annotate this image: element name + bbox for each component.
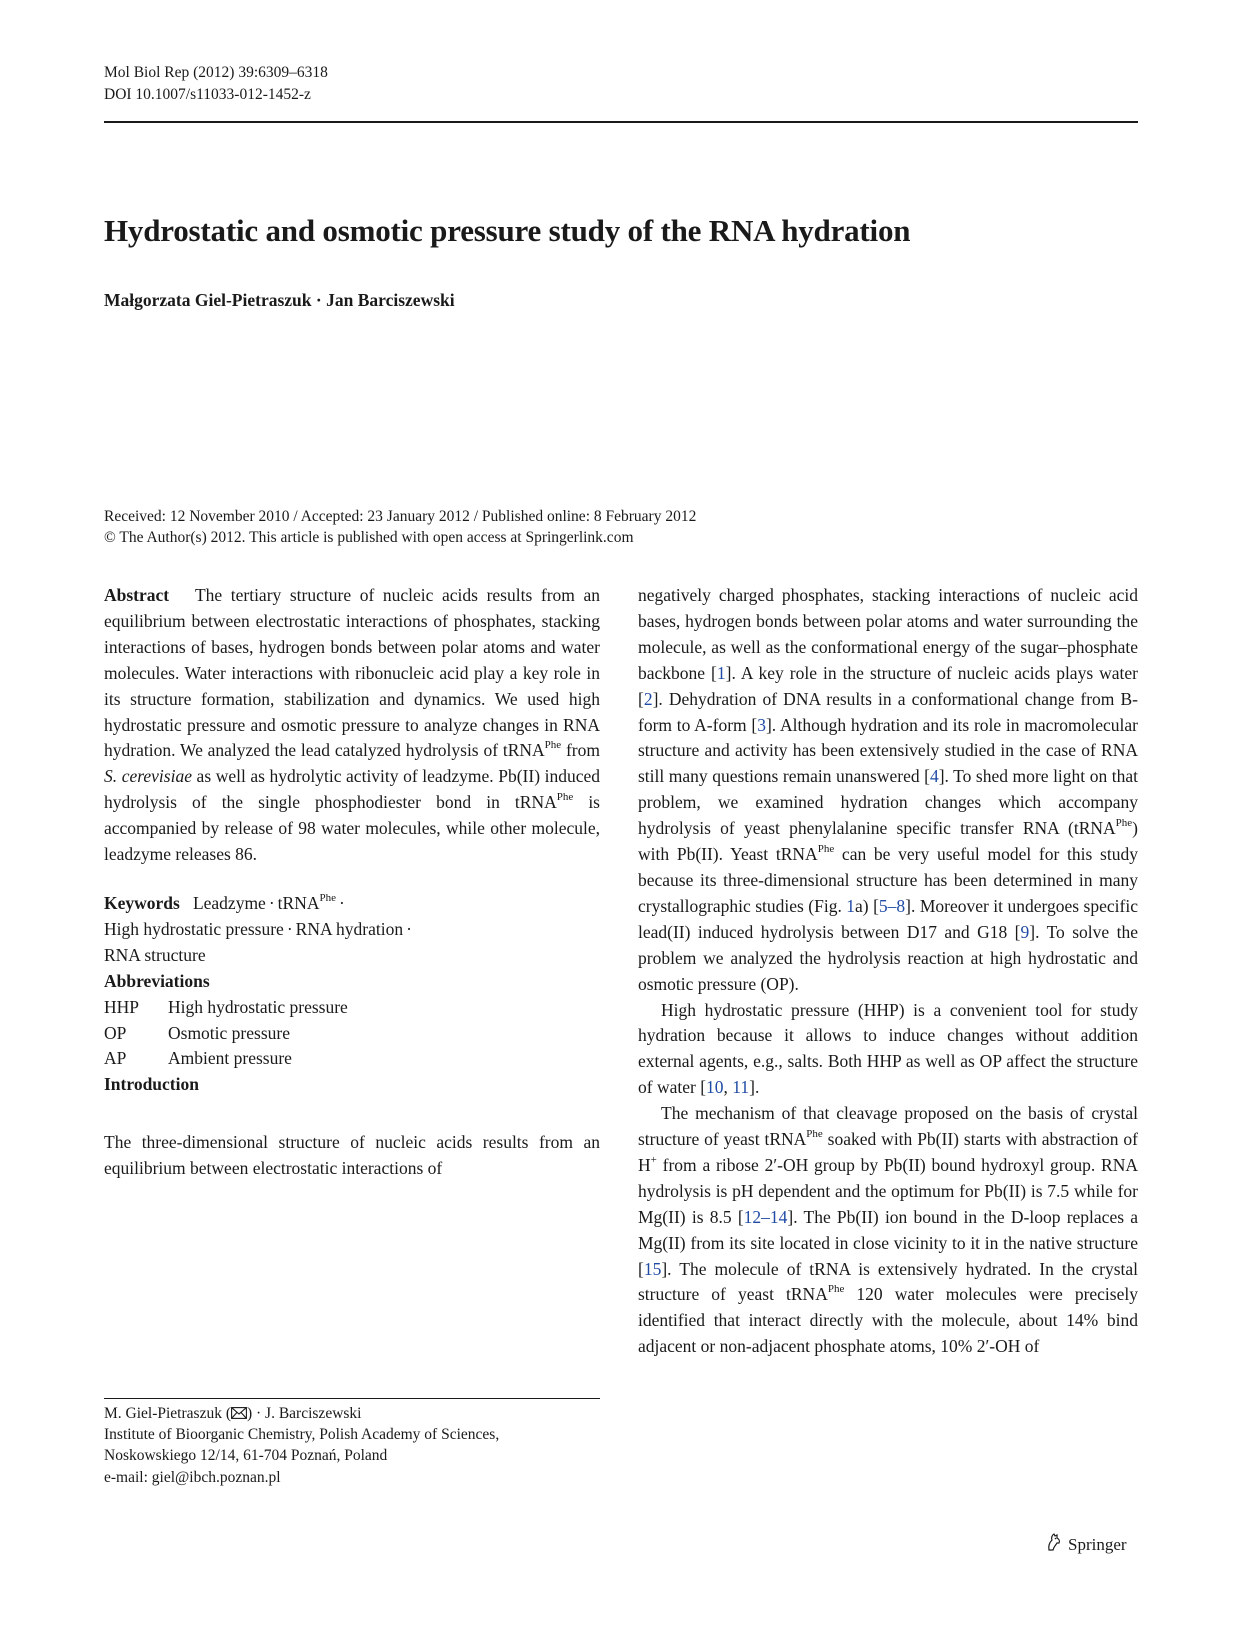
abbreviation-row — [104, 1046, 600, 1072]
keywords-label: Keywords — [104, 892, 180, 913]
citation-link[interactable]: 11 — [732, 1077, 750, 1098]
abbreviation-row — [104, 1021, 600, 1047]
citation-link[interactable]: 2 — [643, 688, 653, 709]
body-text: ]. — [749, 1077, 760, 1098]
body-text: ) with Pb(II). Yeast tRNA — [638, 818, 1138, 865]
abstract-text: is accompanied by release of 98 water molecules, while other molecule, leadzyme releases 86. — [104, 792, 600, 865]
body-text: ]. Dehydration of DNA results in a conformational change from B-form to A-form [ — [638, 688, 1138, 735]
abbreviation-row — [104, 995, 600, 1021]
footnote-text: M. Giel-Pietraszuk ( — [104, 1405, 231, 1422]
abstract-text: The tertiary structure of nucleic acids results from an equilibrium between electrostatic interactions of phosphates, stacking interactions of bases, hydrogen bonds between polar atoms and water molecules. Water interactions with ribonucleic acid play a key role in its structure formation, stabilization and dynamics. We used high hydrostatic pressure and osmotic pressure to analyze changes in RNA hydration. We analyzed the lead catalyzed hydrolysis of tRNA — [104, 585, 600, 761]
keyword: High hydrostatic pressure — [104, 918, 284, 939]
body-paragraph — [638, 1101, 1138, 1360]
journal-header — [104, 62, 328, 106]
body-text: High hydrostatic pressure (HHP) is a convenient tool for study hydration because it allows to induce changes without addition external agents, e.g., salts. Both HHP as well as OP affect the structure of water [ — [638, 999, 1138, 1098]
email-line[interactable]: e-mail: giel@ibch.poznan.pl — [104, 1468, 281, 1486]
body-text: from a ribose 2′-OH group by Pb(II) bound hydroxyl group. RNA hydrolysis is pH dependent and the optimum for Pb(II) is 7.5 while for Mg(II) is 8.5 [ — [638, 1154, 1138, 1227]
keyword: tRNA — [277, 892, 320, 913]
abbreviations-list — [104, 995, 600, 1073]
body-text: 120 water molecules were precisely identified that interact directly with the molecule, about 14% bind adjacent or non-adjacent phosphate atoms, 10% 2′-OH of — [638, 1284, 1138, 1357]
body-text: , — [723, 1077, 733, 1098]
envelope-icon — [231, 1405, 247, 1422]
footnote-text: ) · J. Barciszewski — [246, 1405, 362, 1422]
superscript: + — [650, 1153, 657, 1166]
body-text: a) [ — [855, 895, 879, 916]
author-name: Małgorzata Giel-Pietraszuk — [104, 290, 312, 310]
introduction-paragraph: The three-dimensional structure of nucleic acids results from an equilibrium between electrostatic interactions of — [104, 1132, 600, 1179]
abstract — [104, 583, 600, 868]
left-column — [104, 583, 600, 1182]
body-text: ]. To shed more light on that problem, we examined hydration changes which accompany hydrolysis of yeast phenylalanine specific transfer RNA (tRNA — [638, 766, 1138, 839]
keyword: Leadzyme — [192, 892, 266, 913]
abbreviation-value: Osmotic pressure — [168, 1022, 290, 1043]
keyword-separator: · — [286, 918, 293, 939]
keyword-separator: · — [338, 892, 345, 913]
body-text: ]. Although hydration and its role in macromolecular structure and activity has been extensively studied in the case of RNA still many questions remain unanswered [ — [638, 714, 1138, 787]
body-text: negatively charged phosphates, stacking interactions of nucleic acid bases, hydrogen bonds between polar atoms and water surrounding the molecule, as well as the conformational energy of the sugar–phosphate backbone [ — [638, 585, 1138, 683]
header-rule — [104, 121, 1138, 123]
journal-citation: Mol Biol Rep (2012) 39:6309–6318 — [104, 64, 328, 81]
superscript: Phe — [817, 843, 835, 856]
citation-link[interactable]: 1 — [716, 662, 726, 683]
abbreviation-value: High hydrostatic pressure — [168, 996, 348, 1017]
abbreviation-value: Ambient pressure — [168, 1048, 292, 1069]
abstract-text: from — [561, 740, 600, 761]
body-text: ]. To solve the problem we analyzed the hydrolysis reaction at high hydrostatic and osmotic pressure (OP). — [638, 921, 1138, 994]
citation-link[interactable]: 5–8 — [878, 895, 906, 916]
footnote-rule — [104, 1398, 600, 1399]
superscript: Phe — [319, 891, 336, 904]
address-line: Noskowskiego 12/14, 61-704 Poznań, Poland — [104, 1447, 388, 1465]
author-separator: · — [315, 290, 322, 310]
species-name: S. cerevisiae — [104, 766, 192, 787]
superscript: Phe — [806, 1128, 823, 1141]
abbreviation-key: OP — [104, 1022, 127, 1043]
history-line: Received: 12 November 2010 / Accepted: 23 January 2012 / Published online: 8 February 2012 — [104, 508, 697, 525]
body-text: soaked with Pb(II) starts with abstraction of H — [638, 1129, 1138, 1175]
body-text: The mechanism of that cleavage proposed on the basis of crystal structure of yeast tRNA — [638, 1103, 1138, 1150]
superscript: Phe — [544, 739, 562, 752]
keyword: RNA hydration — [295, 918, 404, 939]
journal-doi: DOI 10.1007/s11033-012-1452-z — [104, 86, 311, 103]
copyright-line: © The Author(s) 2012. This article is published with open access at Springerlink.com — [104, 529, 634, 546]
superscript: Phe — [556, 791, 574, 804]
author-name: Jan Barciszewski — [326, 290, 455, 310]
citation-link[interactable]: 9 — [1020, 921, 1030, 942]
publisher-name: Springer — [1068, 1534, 1127, 1554]
citation-link[interactable]: 3 — [757, 714, 766, 735]
body-text: can be very useful model for this study because its three-dimensional structure has been determined in many crystallographic studies (Fig. — [638, 844, 1138, 916]
springer-horse-icon — [1044, 1532, 1068, 1557]
abstract-label: Abstract — [104, 585, 170, 605]
affiliation-line: Institute of Bioorganic Chemistry, Polish Academy of Sciences, — [104, 1426, 500, 1444]
body-text: ]. A key role in the structure of nucleic acids plays water [ — [638, 662, 1138, 709]
right-column — [638, 583, 1138, 1360]
abbreviation-key: AP — [104, 1048, 127, 1069]
publisher-logo — [1044, 1532, 1127, 1557]
abbreviations-heading: Abbreviations — [104, 970, 210, 991]
citation-link[interactable]: 4 — [929, 766, 939, 787]
body-text: ]. The Pb(II) ion bound in the D-loop replaces a Mg(II) from its site located in close vicinity to it in the native structure [ — [638, 1206, 1139, 1279]
publication-dates — [104, 506, 696, 548]
body-text: ]. The molecule of tRNA is extensively hydrated. In the crystal structure of yeast tRNA — [638, 1258, 1138, 1305]
author-list — [104, 290, 455, 311]
introduction-heading: Introduction — [104, 1074, 199, 1095]
citation-link[interactable]: 15 — [643, 1258, 662, 1279]
keyword-separator: · — [406, 918, 412, 939]
correspondence-line — [104, 1403, 499, 1424]
superscript: Phe — [1115, 817, 1133, 830]
citation-link[interactable]: 12–14 — [743, 1206, 788, 1227]
keywords — [104, 891, 600, 969]
keyword-separator: · — [268, 892, 275, 913]
keyword: RNA structure — [104, 944, 206, 965]
figure-link[interactable]: 1 — [846, 895, 856, 916]
affiliation-footnote — [104, 1403, 499, 1488]
abstract-text: as well as hydrolytic activity of leadzyme. Pb(II) induced hydrolysis of the single phosphodiester bond in tRNA — [104, 766, 600, 813]
abbreviation-key: HHP — [104, 996, 140, 1017]
superscript: Phe — [827, 1283, 845, 1296]
citation-link[interactable]: 10 — [706, 1077, 724, 1098]
body-paragraph — [638, 583, 1138, 998]
article-title: Hydrostatic and osmotic pressure study of the RNA hydration — [104, 213, 911, 248]
body-paragraph — [638, 998, 1138, 1102]
body-text: ]. Moreover it undergoes specific lead(II) induced hydrolysis between D17 and G18 [ — [638, 895, 1138, 942]
